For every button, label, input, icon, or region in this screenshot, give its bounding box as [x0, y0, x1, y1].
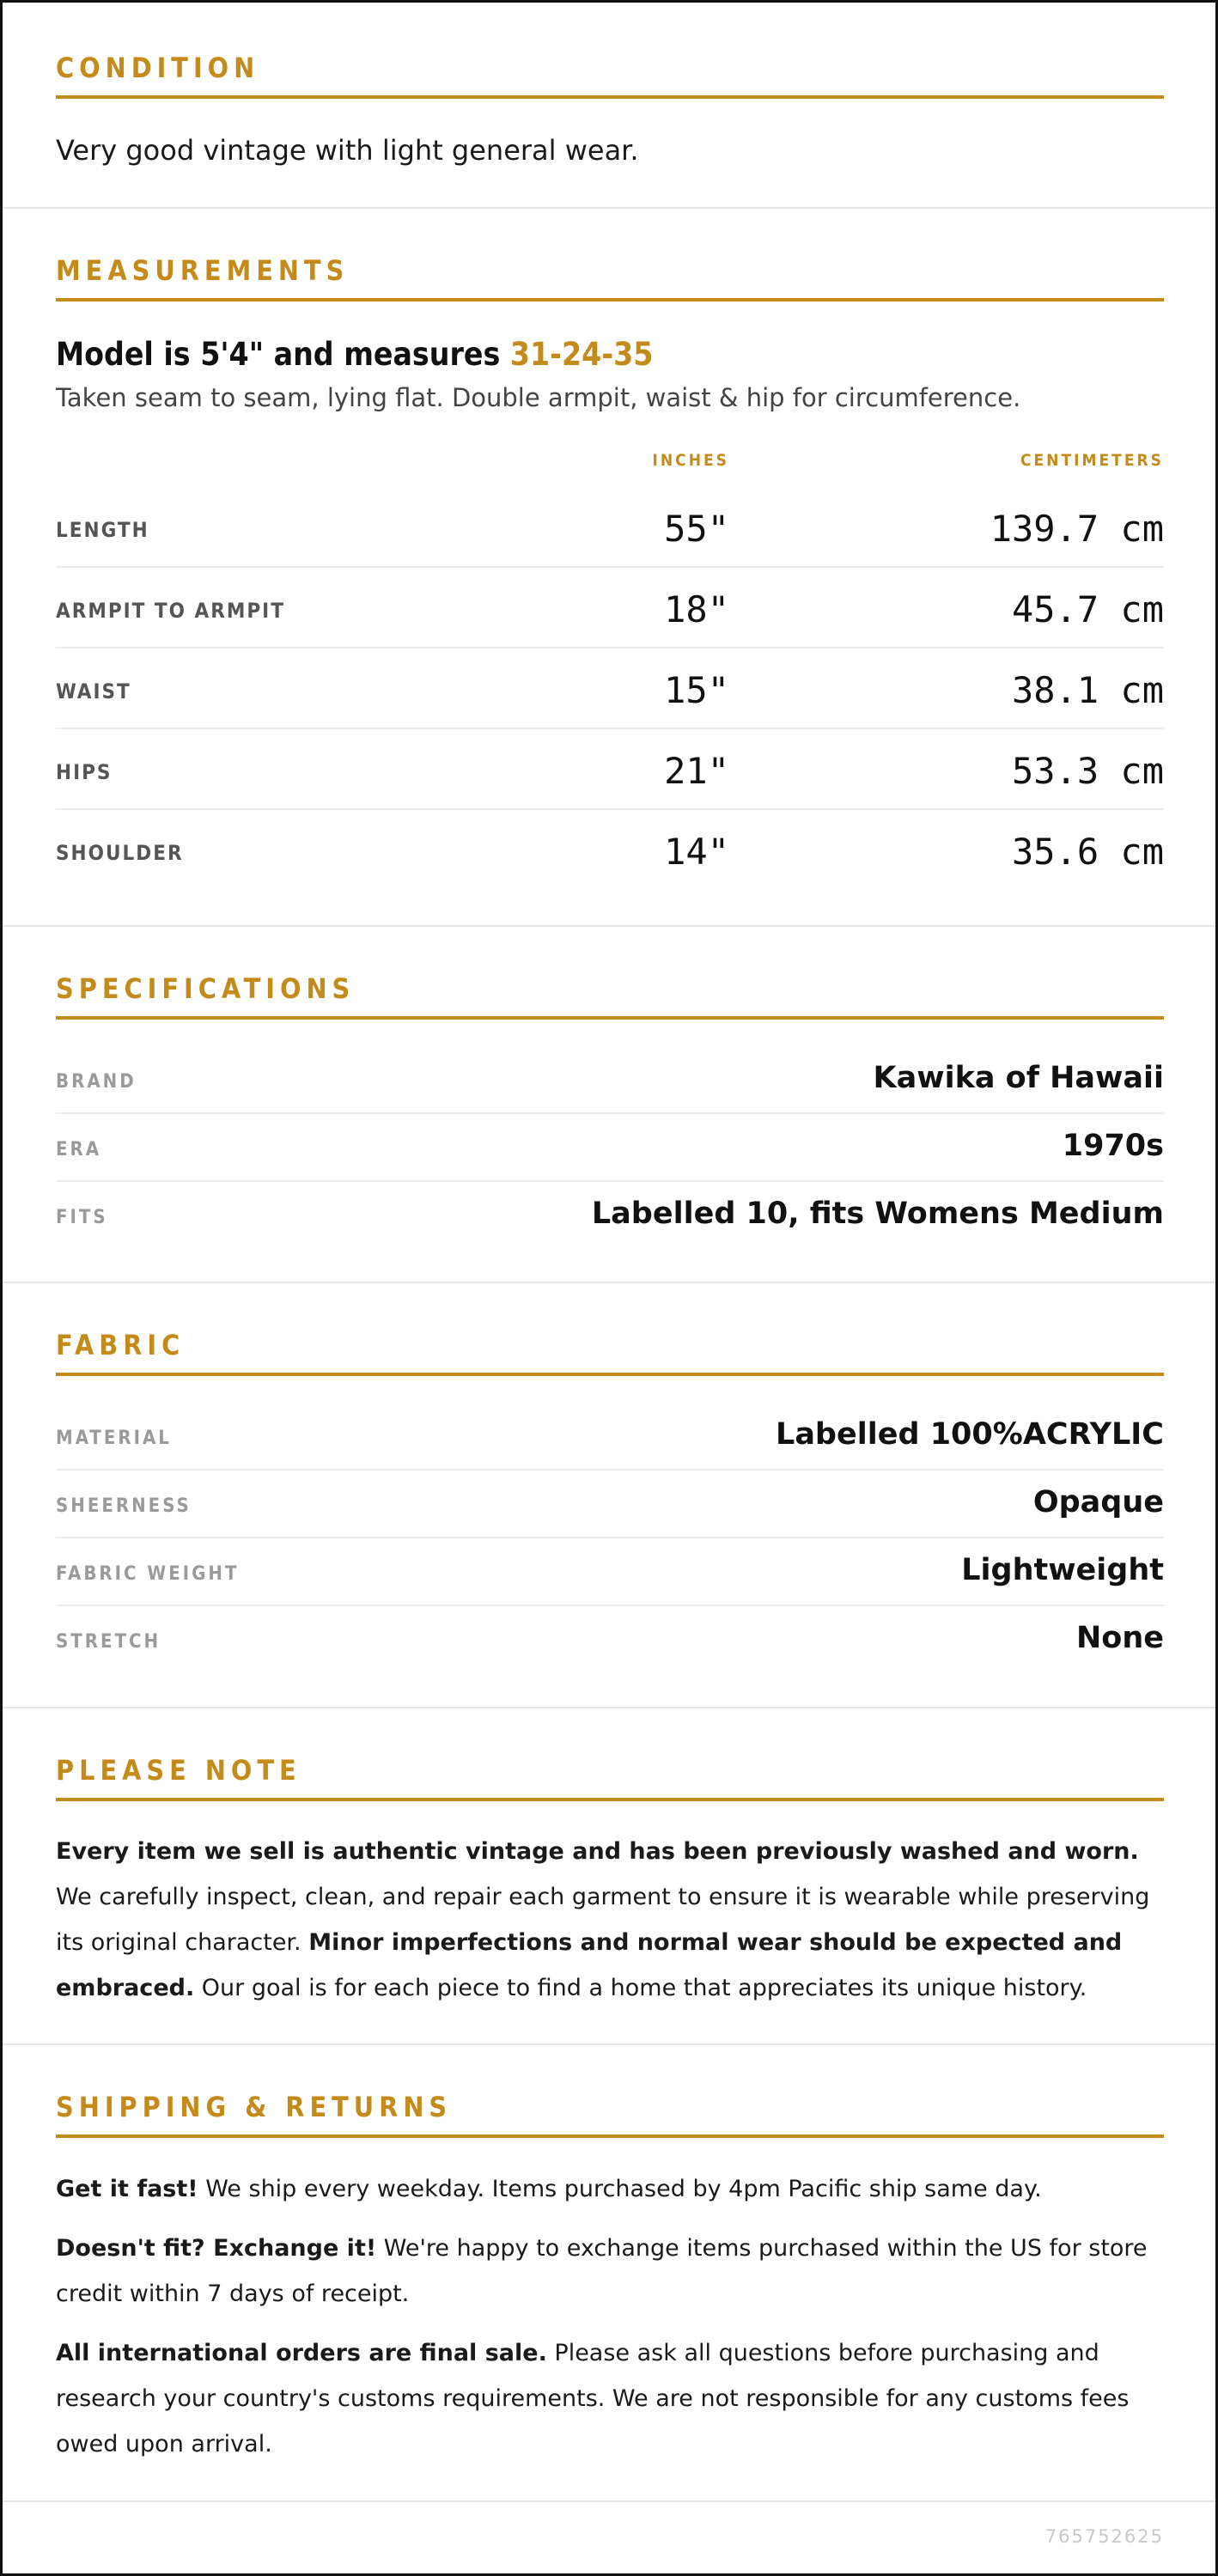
fabric-label-material: MATERIAL — [56, 1428, 172, 1449]
row-divider — [56, 728, 1164, 729]
measurement-note: Taken seam to seam, lying flat. Double armpit, waist & hip for circumference. — [56, 383, 1021, 412]
measurement-inches-waist: 15" — [664, 669, 729, 711]
section-divider — [3, 1282, 1215, 1283]
section-divider — [3, 1707, 1215, 1708]
row-divider — [56, 647, 1164, 649]
measurement-label-length: LENGTH — [56, 518, 149, 542]
shipping-bold-1: Get it fast! — [56, 2176, 198, 2202]
shipping-paragraph-2 — [56, 2226, 1166, 2317]
section-divider — [3, 925, 1215, 927]
spec-label-fits: FITS — [56, 1207, 108, 1228]
inches-column-header: INCHES — [652, 451, 729, 470]
measurement-cm-shoulder: 35.6 cm — [1011, 831, 1164, 873]
row-divider — [56, 1605, 1164, 1606]
specifications-rule — [56, 1016, 1164, 1020]
condition-title: CONDITION — [56, 52, 260, 84]
note-bold-1: Every item we sell is authentic vintage and has been previously washed and worn. — [56, 1838, 1139, 1865]
measurement-label-waist: WAIST — [56, 679, 131, 703]
measurement-cm-waist: 38.1 cm — [1011, 669, 1164, 711]
measurement-label-shoulder: SHOULDER — [56, 841, 184, 865]
condition-text: Very good vintage with light general wear. — [56, 134, 639, 167]
row-divider — [56, 1469, 1164, 1471]
row-divider — [56, 1537, 1164, 1538]
measurement-label-hips: HIPS — [56, 760, 113, 784]
fabric-title: FABRIC — [56, 1329, 186, 1361]
please-note-rule — [56, 1798, 1164, 1801]
shipping-paragraph-3 — [56, 2330, 1166, 2467]
measurement-inches-shoulder: 14" — [664, 831, 729, 873]
shipping-paragraph-1 — [56, 2166, 1166, 2212]
row-divider — [56, 566, 1164, 568]
please-note-body — [56, 1829, 1166, 2011]
fabric-value-weight: Lightweight — [961, 1553, 1164, 1587]
shipping-bold-3: All international orders are final sale. — [56, 2340, 547, 2366]
measurements-title: MEASUREMENTS — [56, 254, 350, 287]
please-note-title: PLEASE NOTE — [56, 1754, 301, 1787]
section-divider — [3, 207, 1215, 209]
section-divider — [3, 2043, 1215, 2045]
model-prefix: Model is 5'4" and measures — [56, 336, 510, 373]
specifications-title: SPECIFICATIONS — [56, 972, 356, 1005]
fabric-value-material: Labelled 100%ACRYLIC — [776, 1417, 1164, 1452]
spec-value-era: 1970s — [1062, 1129, 1164, 1163]
fabric-label-weight: FABRIC WEIGHT — [56, 1563, 240, 1585]
measurement-inches-armpit: 18" — [664, 588, 729, 630]
fabric-value-stretch: None — [1076, 1621, 1164, 1655]
row-divider — [56, 1112, 1164, 1114]
note-bold-2: Minor imperfections and normal wear should be expected and embraced. — [56, 1929, 1123, 2001]
shipping-title: SHIPPING & RETURNS — [56, 2091, 453, 2123]
row-divider — [56, 808, 1164, 810]
shipping-body — [56, 2166, 1166, 2467]
note-text-2: Our goal is for each piece to find a home that appreciates its unique history. — [194, 1975, 1087, 2001]
measurement-inches-length: 55" — [664, 508, 729, 550]
measurement-inches-hips: 21" — [664, 750, 729, 792]
measurements-rule — [56, 298, 1164, 301]
condition-rule — [56, 95, 1164, 99]
shipping-text-1: We ship every weekday. Items purchased by 4pm Pacific ship same day. — [198, 2176, 1042, 2202]
fabric-value-sheerness: Opaque — [1032, 1485, 1164, 1519]
shipping-text-3: Please ask all questions before purchasing and research your country's customs requirements. We are not responsible for any customs fees owed upon arrival. — [56, 2340, 1130, 2457]
note-text-1: We carefully inspect, clean, and repair each garment to ensure it is wearable while preserving its original character. — [56, 1884, 1150, 1956]
measurement-label-armpit: ARMPIT TO ARMPIT — [56, 599, 285, 623]
spec-value-brand: Kawika of Hawaii — [873, 1061, 1164, 1095]
shipping-rule — [56, 2134, 1164, 2138]
centimeters-column-header: CENTIMETERS — [1020, 451, 1164, 470]
model-line — [56, 334, 653, 375]
measurement-cm-armpit: 45.7 cm — [1011, 588, 1164, 630]
measurement-cm-length: 139.7 cm — [990, 508, 1164, 550]
shipping-text-2: We're happy to exchange items purchased within the US for store credit within 7 days of receipt. — [56, 2235, 1148, 2307]
row-divider — [56, 1180, 1164, 1182]
item-id: 765752625 — [1044, 2526, 1164, 2547]
model-measures: 31-24-35 — [509, 336, 654, 373]
fabric-label-stretch: STRETCH — [56, 1631, 161, 1653]
fabric-label-sheerness: SHEERNESS — [56, 1495, 192, 1517]
spec-label-era: ERA — [56, 1139, 102, 1160]
spec-value-fits: Labelled 10, fits Womens Medium — [591, 1197, 1164, 1231]
shipping-bold-2: Doesn't fit? Exchange it! — [56, 2235, 377, 2262]
spec-label-brand: BRAND — [56, 1071, 137, 1093]
section-divider — [3, 2500, 1215, 2502]
fabric-rule — [56, 1373, 1164, 1376]
measurement-cm-hips: 53.3 cm — [1011, 750, 1164, 792]
